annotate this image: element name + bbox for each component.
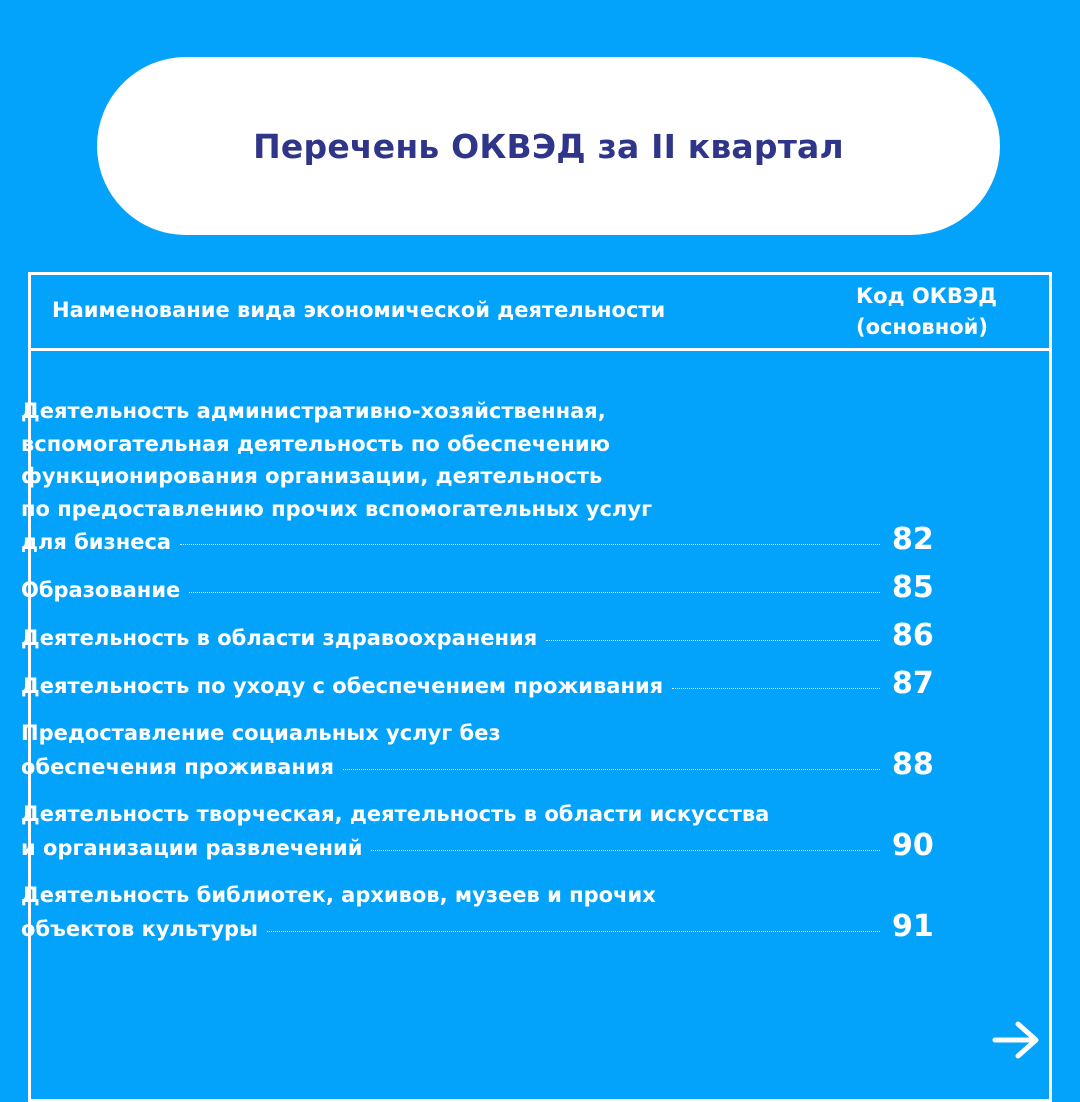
row-text-line: объектов культуры: [21, 916, 259, 941]
row-text-line: обеспечения проживания: [21, 754, 334, 779]
row-text-line: Деятельность творческая, деятельность в области искусства: [21, 802, 770, 826]
dotted-leader: [672, 688, 880, 689]
row-text-line: вспомогательная деятельность по обеспечению: [21, 431, 610, 456]
row-text-line: и организации развлечений: [21, 835, 363, 860]
header-code-line2: (основной): [856, 315, 988, 339]
row-text-line: функционирования организации, деятельность: [21, 464, 603, 488]
row-okved-code: 91: [892, 908, 934, 944]
title-banner: [97, 57, 1000, 235]
row-text-line: по предоставлению прочих вспомогательных услуг: [21, 496, 653, 521]
header-code-line1: Код ОКВЭД: [856, 284, 998, 308]
row-okved-code: 82: [892, 522, 934, 557]
table-row: [21, 879, 936, 945]
row-text-line: Деятельность в области здравоохранения: [21, 626, 538, 650]
header-okved-code: [856, 281, 997, 343]
row-text-line: Образование: [21, 578, 181, 602]
row-text-line: Деятельность административно-хозяйственная,: [21, 399, 606, 423]
arrow-right-icon[interactable]: [992, 1020, 1042, 1060]
table-row: [21, 666, 936, 703]
row-okved-code: 85: [892, 570, 934, 605]
table-row: [21, 798, 936, 864]
row-okved-code: 88: [892, 746, 934, 782]
header-activity-name: Наименование вида экономической деятельности: [52, 298, 666, 322]
row-text-line: для бизнеса: [21, 530, 172, 554]
table-row: [21, 717, 936, 783]
table-header: [31, 275, 1049, 351]
dotted-leader: [180, 544, 880, 545]
dotted-leader: [546, 640, 880, 641]
dotted-leader: [267, 931, 880, 932]
dotted-leader: [371, 850, 880, 851]
table-row: [21, 570, 936, 607]
row-okved-code: 87: [892, 666, 934, 701]
table-row: [21, 395, 936, 559]
table-row: [21, 618, 936, 655]
row-okved-code: 90: [892, 827, 934, 863]
row-text-line: Предоставление социальных услуг без: [21, 721, 501, 745]
page-title: Перечень ОКВЭД за II квартал: [253, 126, 844, 166]
row-text-line: Деятельность библиотек, архивов, музеев и прочих: [21, 883, 656, 907]
dotted-leader: [343, 769, 880, 770]
dotted-leader: [189, 592, 880, 593]
row-okved-code: 86: [892, 618, 934, 653]
row-text-line: Деятельность по уходу с обеспечением проживания: [21, 674, 664, 698]
